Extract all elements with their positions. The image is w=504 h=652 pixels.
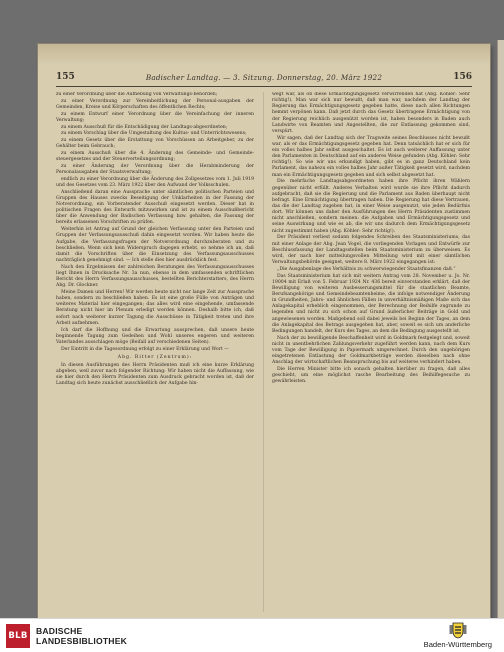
blb-line-2: LANDESBIBLIOTHEK: [36, 635, 128, 646]
footer-bar: [0, 618, 504, 652]
page-number-left: 155: [56, 72, 75, 82]
paragraph: endlich zu einer Verordnung über die Änderung des Zollgesetzes vom 1. Juli 1919 und des Gesetzes vom 23. März 1922 über den Aufwand der Volksschulen.: [56, 176, 254, 188]
paragraph: zu einer Verordnung über die Aufhebung von Verwaltungs-behörden;: [56, 92, 218, 97]
paragraph: Ich darf die Hoffnung und die Erwartung aussprechen, daß unsere heute beginnende Tagung zum Gedeihen und Wohl unseres engeren und weiteren Vaterlandes ausschlagen möge (Beifall auf verschiedenen Seiten).: [56, 327, 254, 345]
paragraph: Der Präsident verliest sodann folgendes Schreiben des Staatsministeriums, das mit einer Anlage der Abg. Jean Vogel, die vorliegenden Vorlagen und Entwürfe zur Beschlussfassung der Landtagsstellen beim Staatsministerium zu überweisen. Es wird, der nach hier mitteilungsvollen Mitteilung wird mit einer sämtlichen Verwaltungsbehörde geeignet, weitere 8. März 1922 eingegangen ist:: [272, 235, 470, 265]
text-column-right: [272, 92, 470, 612]
header-rule: [56, 86, 472, 87]
paragraph: „Die Ausgabenlage des Verhältnis zu schwerwiegender Staatsfinanzen daß.“: [277, 266, 456, 272]
paragraph: Die Herren Minister bitte ich sonach gehalten hierüber zu fragen, daß alles geschieht, um eine möglichst rasche Bearbeitung des Beihilfegesuche zu gewährleisten.: [272, 367, 470, 385]
bw-branding[interactable]: [424, 622, 504, 649]
blb-line-1: BADISCHE: [36, 625, 83, 636]
paragraph: Weiterhin ist Antrag auf Grund der gleichen Verfassung unter den Parteien und Gruppen der Verfassungsausschuß dahin eingesetzt worden. Wir haben heute die Aufgabe, die Verfassungsfragen der Notverordnung durchzuberaten und zu beschließen. Wenn sich kein Widerspruch dagegen erhebt, so nehme ich an, daß damit die Vorschriften über die Einsetzung des Verfassungsausschusses nachträglich genehmigt sind. — Ich stelle dies hier ausdrücklich fest.: [56, 227, 254, 263]
text-column-left: [56, 92, 254, 612]
page-number-right: 156: [453, 72, 472, 82]
scroll-edge[interactable]: [497, 40, 504, 640]
bw-label: Baden-Württemberg: [423, 640, 492, 649]
paragraph: In diesen Ausführungen des Herrn Präsidenten muß ich eine kurze Erklärung abgeben, weil zuvor nach folgender Richtung: Wir haben nicht die Auffassung, wie sie hier durch den Herrn Präsidenten zum Ausdruck gebracht worden ist, daß der Landtag sich heute zunächst ausschließlich der Aufgabe hin-: [56, 362, 254, 387]
paragraph: zu einem Ausschuß über die 4. Änderung des Gemeinde- und Gemeindesteuergesetzes und der Steuerverteilungsordnung;: [56, 150, 254, 163]
scanned-page: [38, 44, 490, 620]
running-head: [56, 70, 472, 84]
paragraph: zu einer Verordnung zur Vereinheitlichung der Personal-ausgaben der Gemeinden, Kreise und Körperschaften des öffentlichen Rechts;: [56, 98, 254, 110]
paragraph: zu einem Gesetz über die Erstattung von Vorschüssen an Arbeitgeber, zu der Gehälter beim Gebrauch;: [56, 138, 254, 150]
paragraph: Das Staatsministerium hat sich mit weitern Antrag vom 28. November u. Jo. Nr. 19004 mit Erlaß von 5. Februar 1924 Nr. 436 bereit einverstanden erklärt, daß der Bewilligung von weiteren Ausbesserungsmittel für die staatlichen Beamte, Berufsangehörige und Gemeindebeamtenheime, die infolge notwendiger Änderung in Grundheiten, Jahrs- und ähnlichen Fällen in unverhältnismäßigen Maße sich das Anlagekapital erheblich eingenommen, der Berechnung der Beihilfe zugrunde zu legenden und nicht zu sich schon auf Grund äußerlicher Beiträge in Gold und angewiesenen worden. Maßgebend soll dabei jeweils bei Beginn der Tages, an dem die Anlagekapital des Betrags ausgegeben hat, aber, soweit es sich um anderliche Bedingungen handelt, der Kurs des Tages, an dem die Bedingung ausgestellt ist.: [272, 273, 470, 334]
running-title: Badischer Landtag. — 3. Sitzung. Donnerstag, 20. März 1922: [145, 72, 383, 82]
paragraph: Die mehrfache Landtagsabgeordneten haben ihre Pflicht ihren Wählern gegenüber nicht erfüllt. Anderes Verhalten wird wurde sie ihre Pflicht dadurch aufgebracht, daß sie die Regierung und die Parlament aus Baden überhaupt nicht befragt. Eine Ermächtigung übertragen haben. Die Regierung hat diese Vertrauen, das die der Landtag zugeben hat, in einer Weise ausgenutzt, wie jeden Bedürfnis dort. Wir können uns daher den Ausführungen des Herrn Präsidenten zustimmen nicht anschließen, sondern meinen: die Aufgaben und Ermächtigungsgesetz und seine Auswirkung und wie es ab, die wir uns dadurch dem Ermächtigungsgesetz nicht zugestimmt haben (Abg. Köhler: Sehr richtig!).: [272, 179, 470, 234]
paragraph: Nach den Ergebnissen der zahlreichen Beratungen des Verfassungsausschusses liegt Ihnen in Drucksache Nr. 3a nun, ebenso in dem umfassenden schriftlichen Bericht des Herrn Verfassungsausschusses, bestellten Berichterstatters, des Herrn Abg. Dr. Glockner.: [56, 264, 254, 289]
blb-logo: BLB: [6, 624, 30, 648]
speaker-heading: Abg. Ritter (Zentrum):: [117, 354, 193, 360]
coat-of-arms-icon: [449, 622, 467, 639]
paragraph: Anschließend daran eine Aussprache unter sämtlichen politischen Parteien und Gruppen des Hauses zwecks Beseitigung der Unklarheiten in der Fassung der Notverordnung, ein Vorberatender Ausschuß eingesetzt werden. Dieser hat in politischen Fragen des Entwurfs mitzuwirken und ist zu einem Ausschußbericht über die Anwendung der Badischen Verfassung bzw. gehalten, die Fassung der bereits erlassenen Vorschriften zu prüfen.: [56, 189, 254, 226]
paragraph: wegt war, als ob diese Ermächtigungsgesetz verwirrenden hat (Abg. Köhler: Sehr richtig!). Man war sich nur bewußt, daß man war, nachdem der Landtag der Regierung das Ermächtigungsgesetz gegeben hatte, diese nach allen Richtungen hemmt verpönen kann. Daß jetzt durch das Gesetz übertragene Ermächtigung von der Regierung reichlich ausgenützt worden ist, haben besonders in Baden auch Landwirte von Beamten und Angestellten, die zur Entlassung gekommen sind, verspürt.: [272, 92, 470, 134]
blb-wordmark: [36, 626, 127, 646]
paragraph: Der Eintritt in die Tagesordnung erfolgt zu einer Erklärung und Wort —: [61, 346, 229, 352]
page-edge: [38, 44, 490, 66]
paragraph: Meine Damen und Herren! Wir werden heute nicht nur lange Zeit zur Aussprache haben, sondern zu beschließen haben. Es ist eine große Fülle von Anträgen und weiteres Material hier eingegangen; das alles wird eine eingehende, umfassende Beratung nicht hier im Plenum erledigt werden können. Deshalb bitte ich, daß sofort nach weiterer kurzer Tagung die Ausschüsse in Tätigkeit treten und ihre Arbeit aufnehmen.: [56, 289, 254, 326]
column-divider: [263, 92, 264, 612]
paragraph: Nach der zu bewilligende Beschaffenheit wird in Goldmark festgelegt und, soweit nicht in unentbehrlichen Zahlungsverkehr zugeführt werden kann, nach dem Kurs vom Tage der Bewilligung in Papiermark umgerechnet. Durch den ungehörigen eingetretenen Entlastung der Goldmarkbeträge werden dieselben nach ohne Anschlag der wirtschaftlichen Beanspruchung bis auf weiteres verhindert haben.: [272, 335, 470, 366]
paragraph: zu einem Ausschuß für die Entschädigung der Landtags-abgeordneten;: [61, 124, 228, 130]
blb-branding[interactable]: [0, 624, 127, 648]
paragraph: zu einer Änderung der Verordnung über die Herabminderung der Personalausgaben der Staatsverwaltung;: [56, 163, 254, 176]
paragraph: Wir sagen, daß der Landtag sich der Tragweite seines Beschlusses nicht bewußt war, als er das Ermächtigungsgesetz gegeben hat. Denn tatsächlich hat er sich für ein volles halbes Jahr selbst ausgeschaltet. Es ist auch weiterer Auffassung unter den Parlamenten in Deutschland auf ein anderes Weise gefunden (Abg. Köhler: Sehr richtig!). So wie wir uns erkundigt haben, gibt es in ganz Deutschland kein Parlament, das nahezu ein volles halbes Jahr außer Tätigkeit gesetzt wird, nachdem man ein Ermächtigungsgesetz gegeben und sich selbst abgesetzt hat.: [272, 135, 470, 178]
paragraph: zu einem Vorschlag über die Umgestaltung des Kultus- und Unterrichtswesens;: [61, 131, 247, 137]
paragraph: zu einem Entwurf einer Verordnung über die Vereinfachung der inneren Verwaltung;: [56, 111, 254, 123]
